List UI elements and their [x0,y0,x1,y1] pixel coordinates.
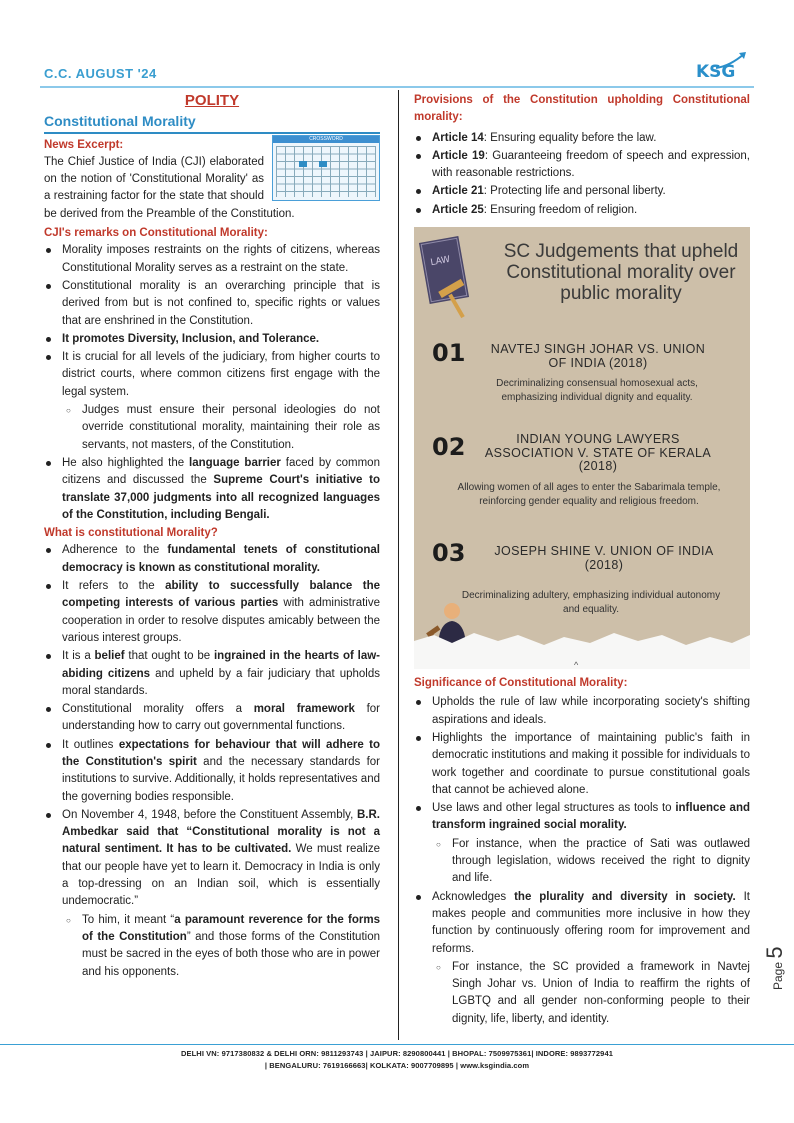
sub-list-item: ○ Judges must ensure their personal ideologies do not override constitutional morality, maintaining their role as servants, not masters, of the Constitution. [44,402,380,454]
logo-arrow-icon [696,50,752,84]
law-book-icon [418,235,486,327]
footer-divider [0,1044,794,1045]
sub-list-item: ○ To him, it meant “a paramount reverence for the forms of the Constitution” and those forms of the Constitution must be sacred in the eyes of both those who are in power and his opponents. [44,912,380,981]
torn-paper-edge [414,629,750,669]
provisions-heading: Provisions of the Constitution upholding Constitutional morality: [414,94,750,124]
logo-text: KSG [696,62,736,82]
subject-heading: POLITY [184,92,240,109]
list-item: It promotes Diversity, Inclusion, and Tolerance. [44,331,380,348]
cji-heading: CJI's remarks on Constitutional Morality: [44,227,268,240]
list-item: It outlines expectations for behaviour that will adhere to the Constitution's spirit and the necessary standards for institutions to survive. Additionally, it holds representatives and the governing bodies responsible. [44,737,380,806]
what-list [44,542,380,980]
footer-line-1: DELHI VN: 9717380832 & DELHI ORN: 9811293743 | JAIPUR: 8290800441 | BHOPAL: 7509975361| INDORE: 9893772941 [181,1049,613,1058]
list-item: It is crucial for all levels of the judiciary, from higher courts to district courts, where common citizens first engage with the legal system. [44,349,380,401]
list-item: Article 21: Protecting life and personal liberty. [414,183,750,200]
sub-list-item: ○ For instance, the SC provided a framework in Navtej Singh Johar vs. Union of India to reaffirm the rights of LGBTQ and all gender non-conforming people to their dignity, life, liberty, and identity. [414,959,750,1028]
list-item: Morality imposes restraints on the rights of citizens, whereas Constitutional Morality serves as a restraint on the state. [44,242,380,277]
list-item: Adherence to the fundamental tenets of constitutional democracy is known as constitutional morality. [44,542,380,577]
news-text: The Chief Justice of India (CJI) elaborated on the notion of 'Constitutional Morality' as a restraining factor for the state that should be derived from the Preamble of the Constitution. [44,155,295,220]
case-number: 02 [432,433,466,462]
book-label: LAW [429,254,451,269]
chevron-up-icon: ^ [574,660,579,670]
page-number-value: 5 [762,946,787,959]
footer-line-2: | BENGALURU: 7619166663| KOLKATA: 9007709895 | www.ksgindia.com [264,1061,530,1070]
page-number [762,946,788,990]
crossword-label: CROSSWORD [273,136,379,143]
case-description: Decriminalizing adultery, emphasizing individual autonomy and equality. [461,590,721,616]
crossword-image [272,135,380,201]
case-name: NAVTEJ SINGH JOHAR VS. UNION OF INDIA (2018) [490,342,706,370]
column-divider [398,90,399,1040]
list-item: It is a belief that ought to be ingrained in the hearts of law-abiding citizens and upheld by a fair judiciary that upholds moral standards. [44,648,380,700]
significance-heading: Significance of Constitutional Morality: [414,677,628,690]
list-item: Article 19: Guaranteeing freedom of speech and expression, with reasonable restrictions. [414,148,750,183]
left-column [44,92,380,982]
list-item: Use laws and other legal structures as tools to influence and transform ingrained social morality. [414,800,750,835]
right-column [414,92,750,1029]
list-item: Acknowledges the plurality and diversity in society. It makes people and communities more inclusive in how they function by continuously offering room for improvement and reforms. [414,889,750,958]
list-item: Article 14: Ensuring equality before the law. [414,130,750,147]
provisions-list [414,130,750,219]
header-title: C.C. AUGUST '24 [44,66,157,81]
list-item: Constitutional morality offers a moral framework for understanding how to carry out governmental functions. [44,701,380,736]
news-excerpt [44,137,380,223]
list-item: Highlights the importance of maintaining public's faith in democratic institutions and making it possible for individuals to work together and coordinate to pursue constitutional goals that cannot be achieved alone. [414,730,750,799]
list-item: Upholds the rule of law while incorporating society's shifting aspirations and ideals. [414,694,750,729]
significance-list [414,694,750,1028]
list-item: It refers to the ability to successfully balance the competing interests of various parties with administrative cooperation in order to resolve disputes amicably between the various interest groups. [44,578,380,647]
list-item: Article 25: Ensuring freedom of religion. [414,202,750,219]
cji-list [44,242,380,524]
list-item: He also highlighted the language barrier faced by common citizens and discussed the Supreme Court's initiative to translate 37,000 judgments into all recognized languages of the Constitution, including Bengali. [44,455,380,524]
list-item: On November 4, 1948, before the Constituent Assembly, B.R. Ambedkar said that “Constitutional morality is not a natural sentiment. It has to be cultivated. We must realize that our people have yet to learn it. Democracy in India is only a top-dressing on an Indian soil, which is essentially undemocratic.” [44,807,380,911]
case-description: Allowing women of all ages to enter the Sabarimala temple, reinforcing gender equality and religious freedom. [457,482,721,508]
news-heading: News Excerpt: [44,138,124,151]
header-divider [40,86,754,88]
ksg-logo [696,50,752,84]
case-name: INDIAN YOUNG LAWYERS ASSOCIATION V. STATE OF KERALA (2018) [484,432,712,474]
case-number: 01 [432,339,466,368]
sub-list-item: ○ For instance, when the practice of Sati was outlawed through legislation, widows received the right to dignity and life. [414,836,750,888]
case-name: JOSEPH SHINE V. UNION OF INDIA (2018) [494,544,714,572]
page-label: Page [771,961,785,990]
section-title: Constitutional Morality [44,113,380,133]
judgements-infographic [414,227,750,669]
infographic-title: SC Judgements that upheld Constitutional morality over public morality [503,241,739,305]
case-number: 03 [432,539,466,568]
what-heading: What is constitutional Morality? [44,527,218,540]
case-description: Decriminalizing consensual homosexual acts, emphasizing individual dignity and equality. [496,378,698,404]
list-item: Constitutional morality is an overarching principle that is derived from but is not confined to, specific rights or values that are enshrined in the Constitution. [44,278,380,330]
